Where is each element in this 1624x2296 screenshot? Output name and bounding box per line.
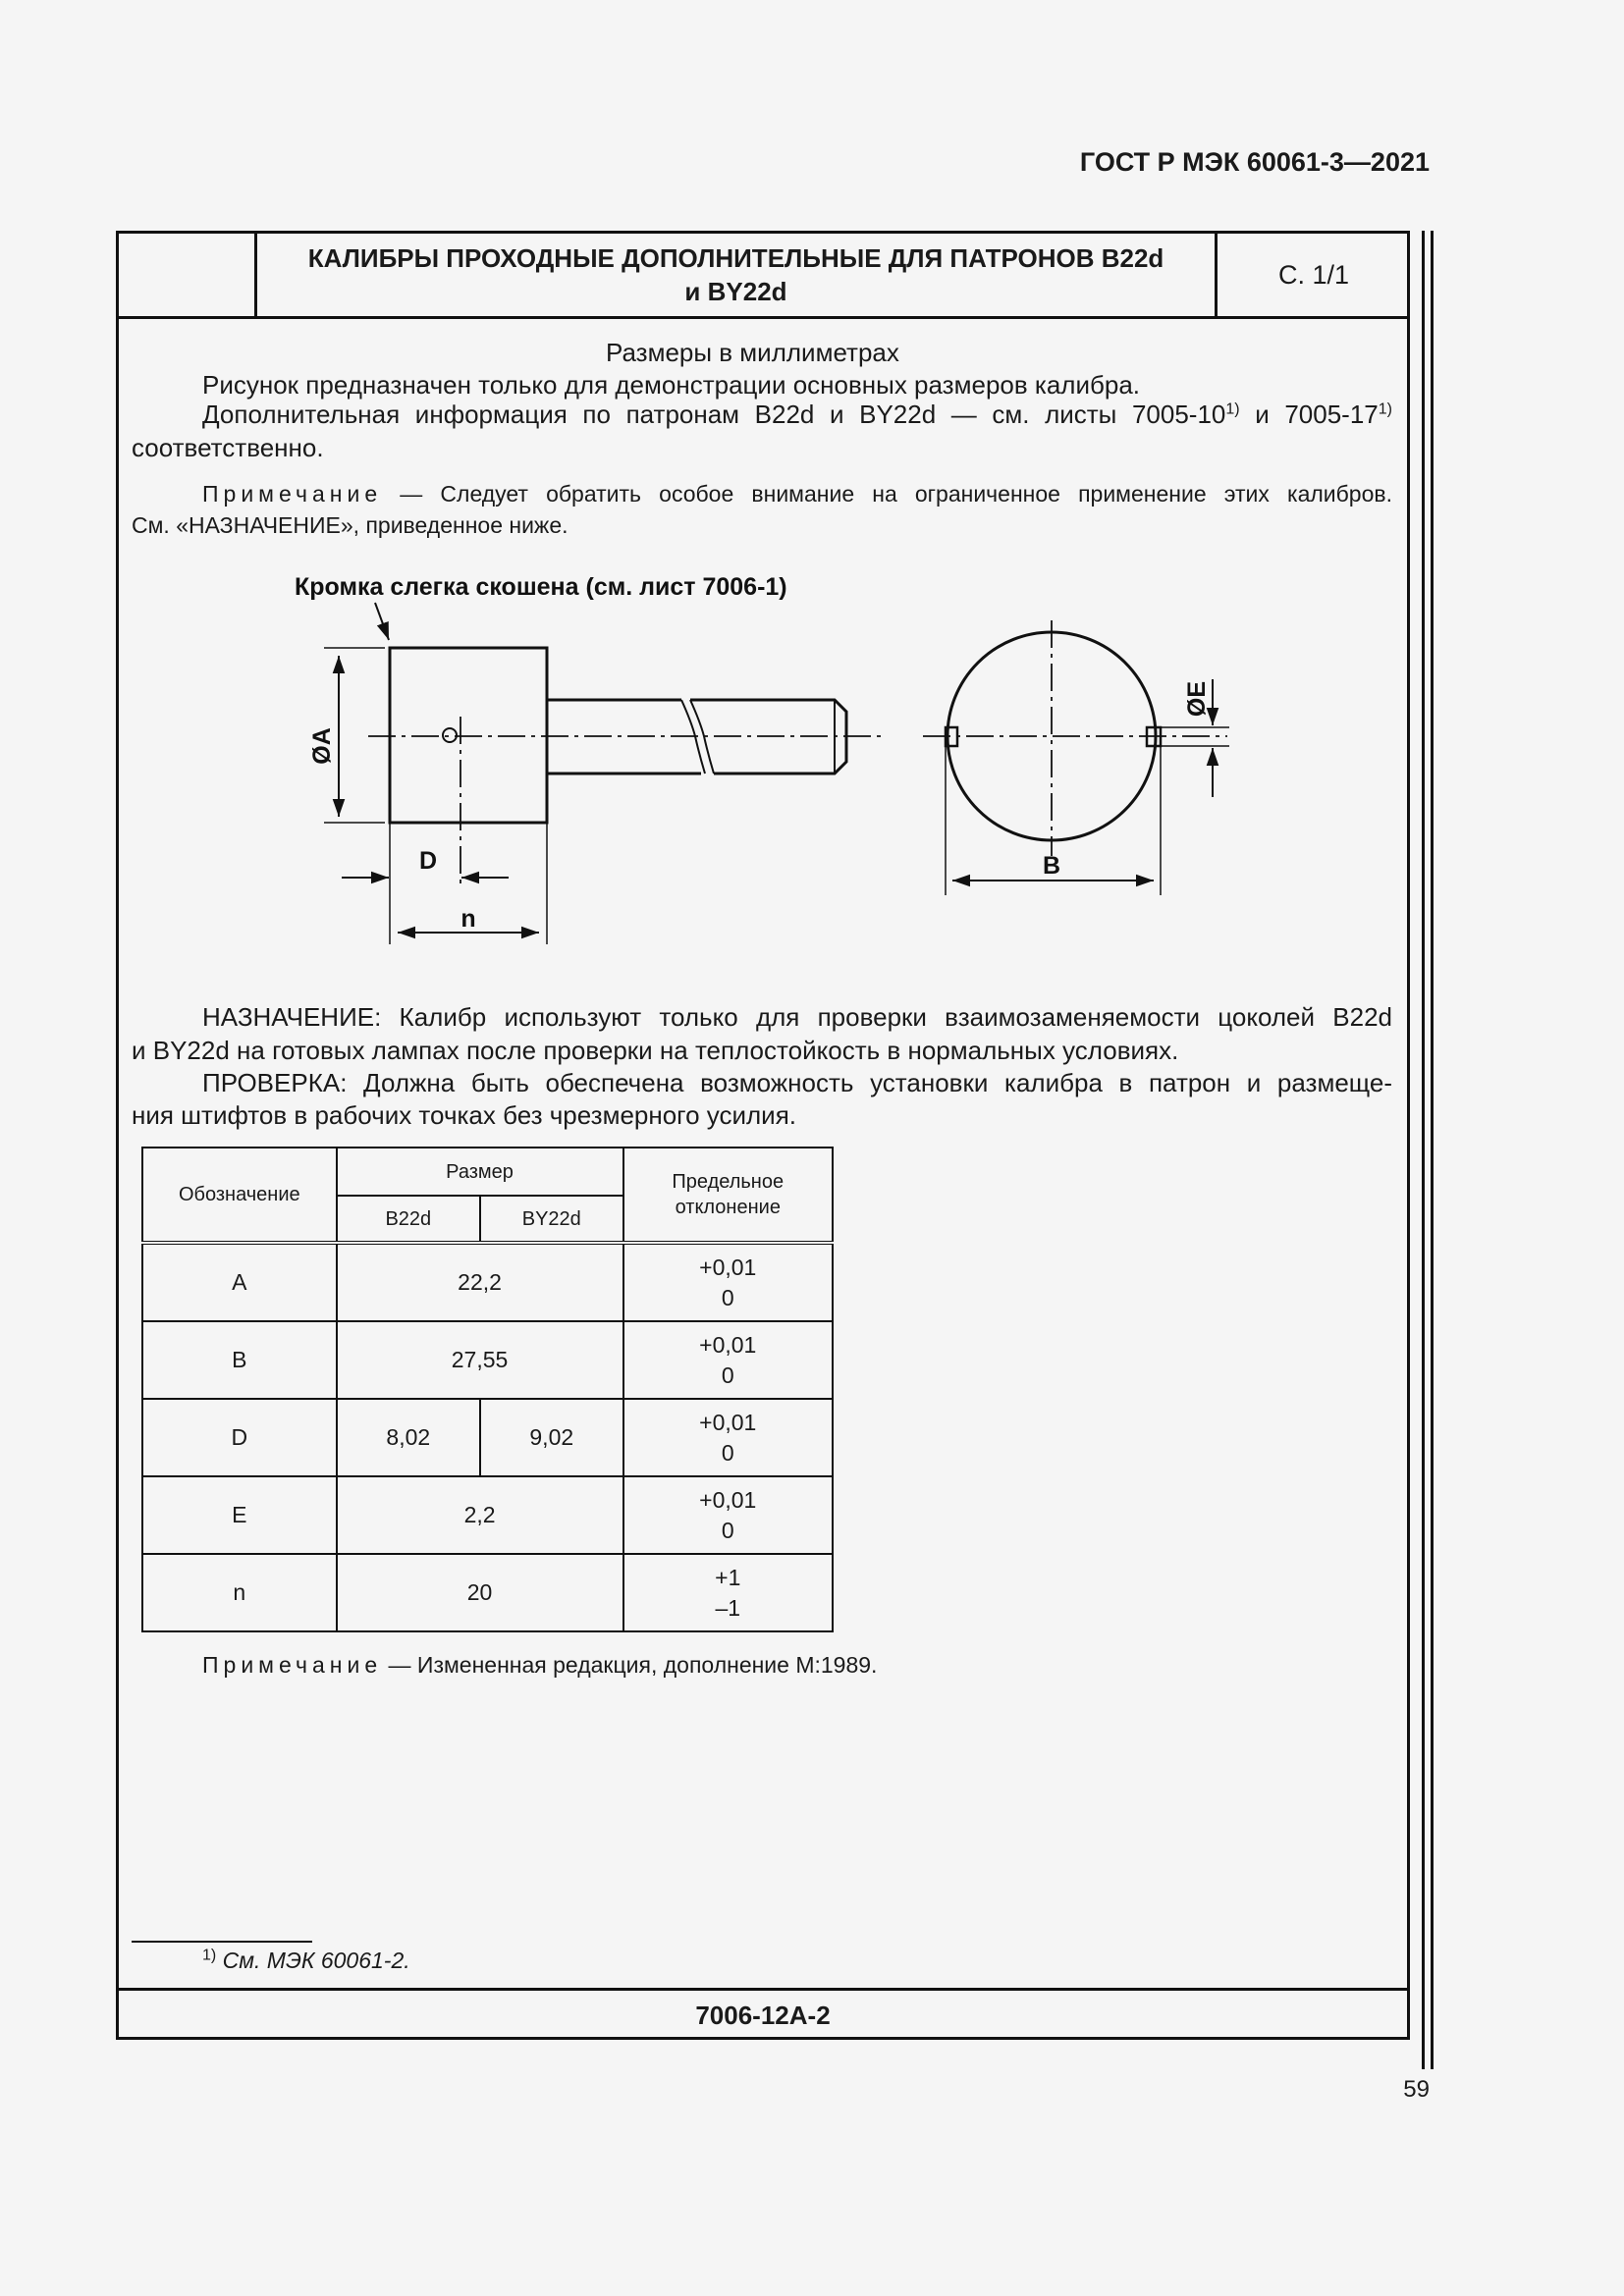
cell-value: 27,55 [337,1321,623,1399]
chamfer-leader [375,603,389,640]
note-1: Примечание — Следует обратить особое внимание на ограниченное применение этих калибров. [202,481,1392,507]
dim-b-label: B [1042,852,1061,880]
cell-tolerance: +0,01 0 [623,1321,833,1399]
table-row [142,1476,833,1554]
sheet-code: 7006-12A-2 [695,2000,831,2030]
purpose-paragraph: НАЗНАЧЕНИЕ: Калибр используют только для проверки взаимозаменяемости цоколей B22d [202,1002,1392,1032]
header-by22d: BY22d [480,1196,623,1243]
cell-tolerance: +1 –1 [623,1554,833,1631]
cell-value: 2,2 [337,1476,623,1554]
table-row [142,1243,833,1321]
cell-name: A [142,1243,337,1321]
cell-value-b22d: 8,02 [337,1399,480,1476]
cell-name: D [142,1399,337,1476]
note-1-end: См. «НАЗНАЧЕНИЕ», приведенное ниже. [132,512,568,538]
chamfer-label: Кромка слегка скошена (см. лист 7006-1) [295,573,787,601]
table-row [142,1399,833,1476]
gauge-drawing [0,0,1624,982]
table-row [142,1321,833,1399]
cell-tolerance: +0,01 0 [623,1476,833,1554]
dimensions-table [141,1147,834,1632]
sheet-number: С. 1/1 [1277,259,1350,290]
gauge-body [390,648,547,823]
cell-value: 20 [337,1554,623,1631]
cell-value-by22d: 9,02 [480,1399,623,1476]
standard-number: ГОСТ Р МЭК 60061-3—2021 [1079,147,1430,177]
cell-name: n [142,1554,337,1631]
footnote-separator [132,1941,312,1943]
dim-n-label: n [460,905,476,933]
header-designation: Обозначение [142,1148,337,1243]
table-row [142,1554,833,1631]
cell-tolerance: +0,01 0 [623,1399,833,1476]
intro-paragraph-1: Рисунок предназначен только для демонстрации основных размеров калибра. [202,370,1141,400]
sheet-title: КАЛИБРЫ ПРОХОДНЫЕ ДОПОЛНИТЕЛЬНЫЕ ДЛЯ ПАТРОНОВ B22d и BY22d [307,243,1164,306]
intro-paragraph-2: Дополнительная информация по патронам B22d и BY22d — см. листы 7005-10$^{1)}$ и 7005-17$^{1)}$ [202,400,1392,429]
units-note: Размеры в миллиметрах [606,338,899,367]
note-2: Примечание — Измененная редакция, дополнение М:1989. [202,1652,878,1678]
page-number: 59 [1403,2076,1430,2103]
header-size: Размер [337,1148,623,1196]
dim-e-label: ØE [1183,680,1211,718]
header-b22d: B22d [337,1196,480,1243]
pin-hole [443,728,457,742]
dim-a-label: ØA [308,727,336,765]
footnote: $^{1)}$ См. МЭК 60061-2. [202,1947,410,1973]
dim-d-label: D [418,847,438,875]
check-paragraph-end: ния штифтов в рабочих точках без чрезмерного усилия. [132,1100,797,1130]
cell-name: E [142,1476,337,1554]
cell-name: B [142,1321,337,1399]
purpose-paragraph-end: и BY22d на готовых лампах после проверки на теплостойкость в нормальных условиях. [132,1036,1179,1065]
check-paragraph: ПРОВЕРКА: Должна быть обеспечена возможность установки калибра в патрон и размеще- [202,1068,1392,1097]
intro-paragraph-2-end: соответственно. [132,433,324,462]
cell-tolerance: +0,01 0 [623,1243,833,1321]
cell-value: 22,2 [337,1243,623,1321]
header-tolerance: Предельное отклонение [623,1148,833,1243]
